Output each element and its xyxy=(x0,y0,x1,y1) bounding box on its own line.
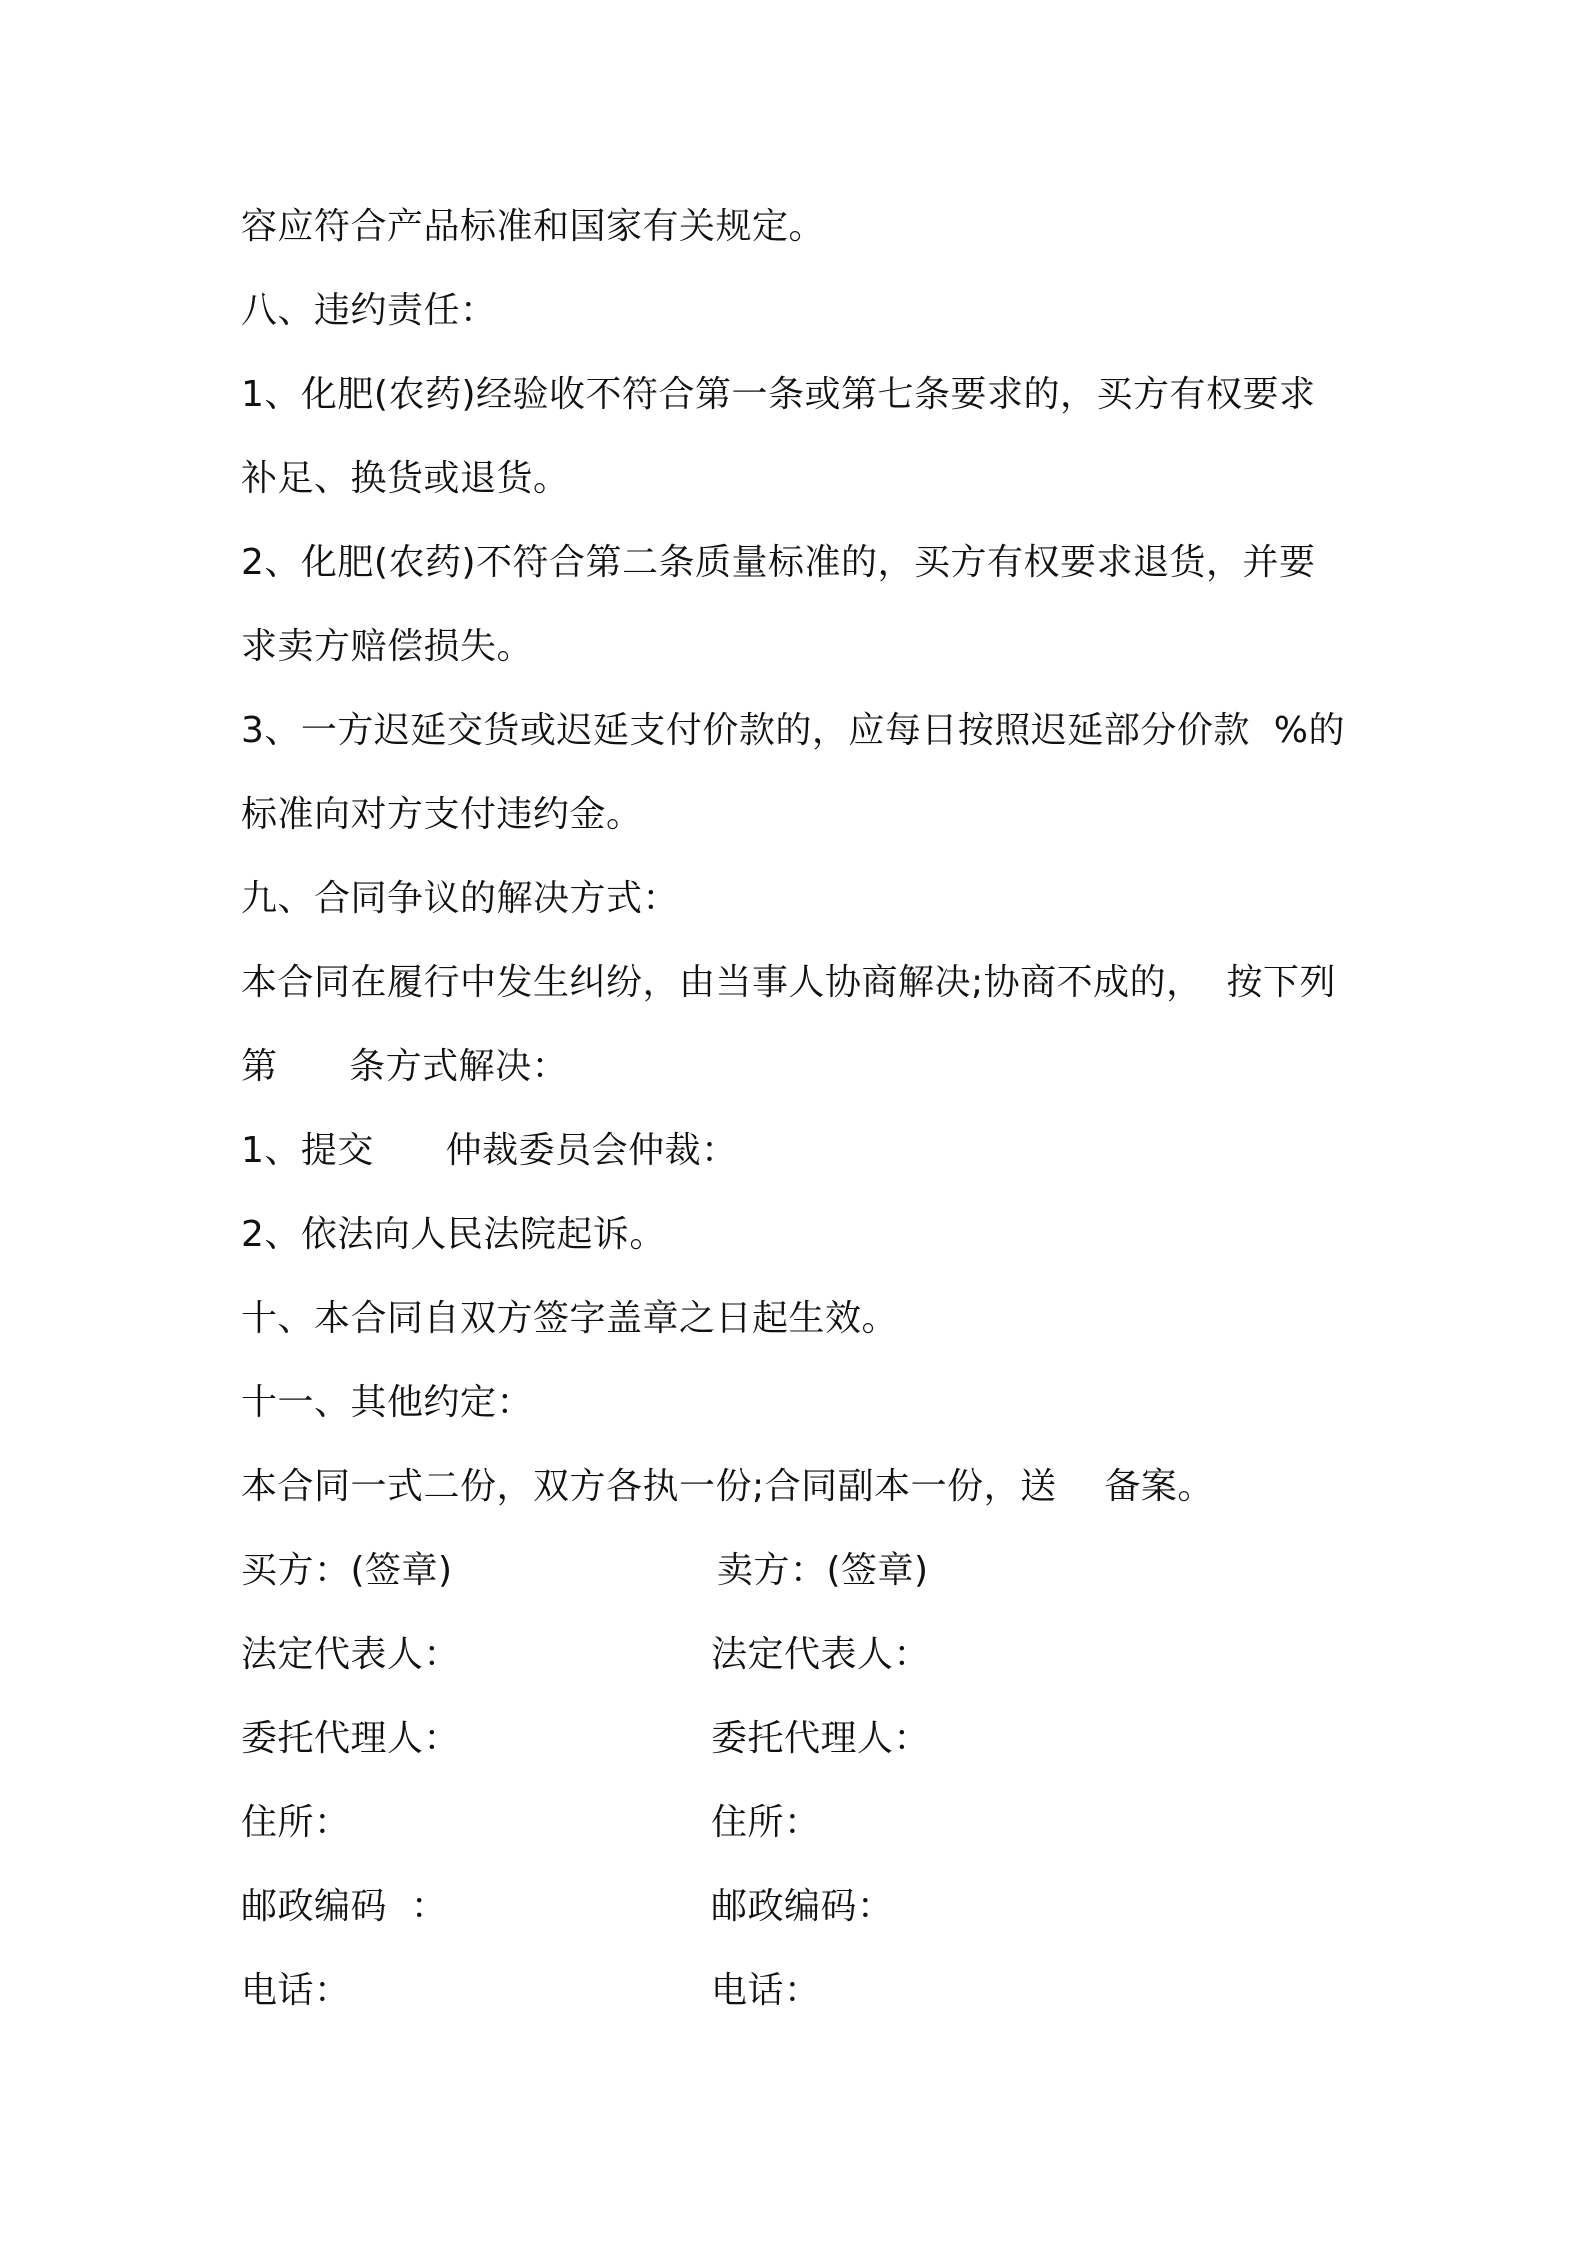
text-line-4: 补足、换货或退货。 xyxy=(241,458,570,499)
section-heading-dispute: 九、合同争议的解决方式： xyxy=(241,878,680,919)
text-line-11: 第 条方式解决： xyxy=(241,1046,569,1087)
seller-phone-label: 电话： xyxy=(711,1970,821,2011)
text-line-13: 2、依法向人民法院起诉。 xyxy=(241,1214,666,1255)
seller-agent-label: 委托代理人： xyxy=(711,1718,931,1759)
text-line-5: 2、化肥(农药)不符合第二条质量标准的，买方有权要求退货，并要 xyxy=(241,542,1316,583)
buyer-seal-label: 买方：(签章) xyxy=(241,1550,453,1591)
buyer-phone-label: 电话： xyxy=(241,1970,351,2011)
text-line-12: 1、提交 仲裁委员会仲裁： xyxy=(241,1130,738,1171)
text-line-3: 1、化肥(农药)经验收不符合第一条或第七条要求的，买方有权要求 xyxy=(241,374,1316,415)
seller-postcode-label: 邮政编码： xyxy=(711,1886,894,1927)
text-line-8: 标准向对方支付违约金。 xyxy=(241,794,643,835)
text-line-10: 本合同在履行中发生纠纷，由当事人协商解决;协商不成的， 按下列 xyxy=(241,962,1337,1003)
text-line-6: 求卖方赔偿损失。 xyxy=(241,626,534,667)
section-heading-effective: 十、本合同自双方签字盖章之日起生效。 xyxy=(241,1298,899,1339)
buyer-agent-label: 委托代理人： xyxy=(241,1718,461,1759)
text-line-1: 容应符合产品标准和国家有关规定。 xyxy=(241,206,826,247)
buyer-postcode-label: 邮政编码 ： xyxy=(241,1886,448,1927)
seller-seal-label: 卖方：(签章) xyxy=(717,1550,929,1591)
section-heading-other: 十一、其他约定： xyxy=(241,1382,534,1423)
section-heading-breach: 八、违约责任： xyxy=(241,290,497,331)
seller-address-label: 住所： xyxy=(711,1802,821,1843)
text-line-16: 本合同一式二份，双方各执一份;合同副本一份，送 备案。 xyxy=(241,1466,1214,1507)
seller-rep-label: 法定代表人： xyxy=(711,1634,931,1675)
text-line-7: 3、一方迟延交货或迟延支付价款的，应每日按照迟延部分价款 %的 xyxy=(241,710,1345,751)
buyer-rep-label: 法定代表人： xyxy=(241,1634,461,1675)
buyer-address-label: 住所： xyxy=(241,1802,351,1843)
